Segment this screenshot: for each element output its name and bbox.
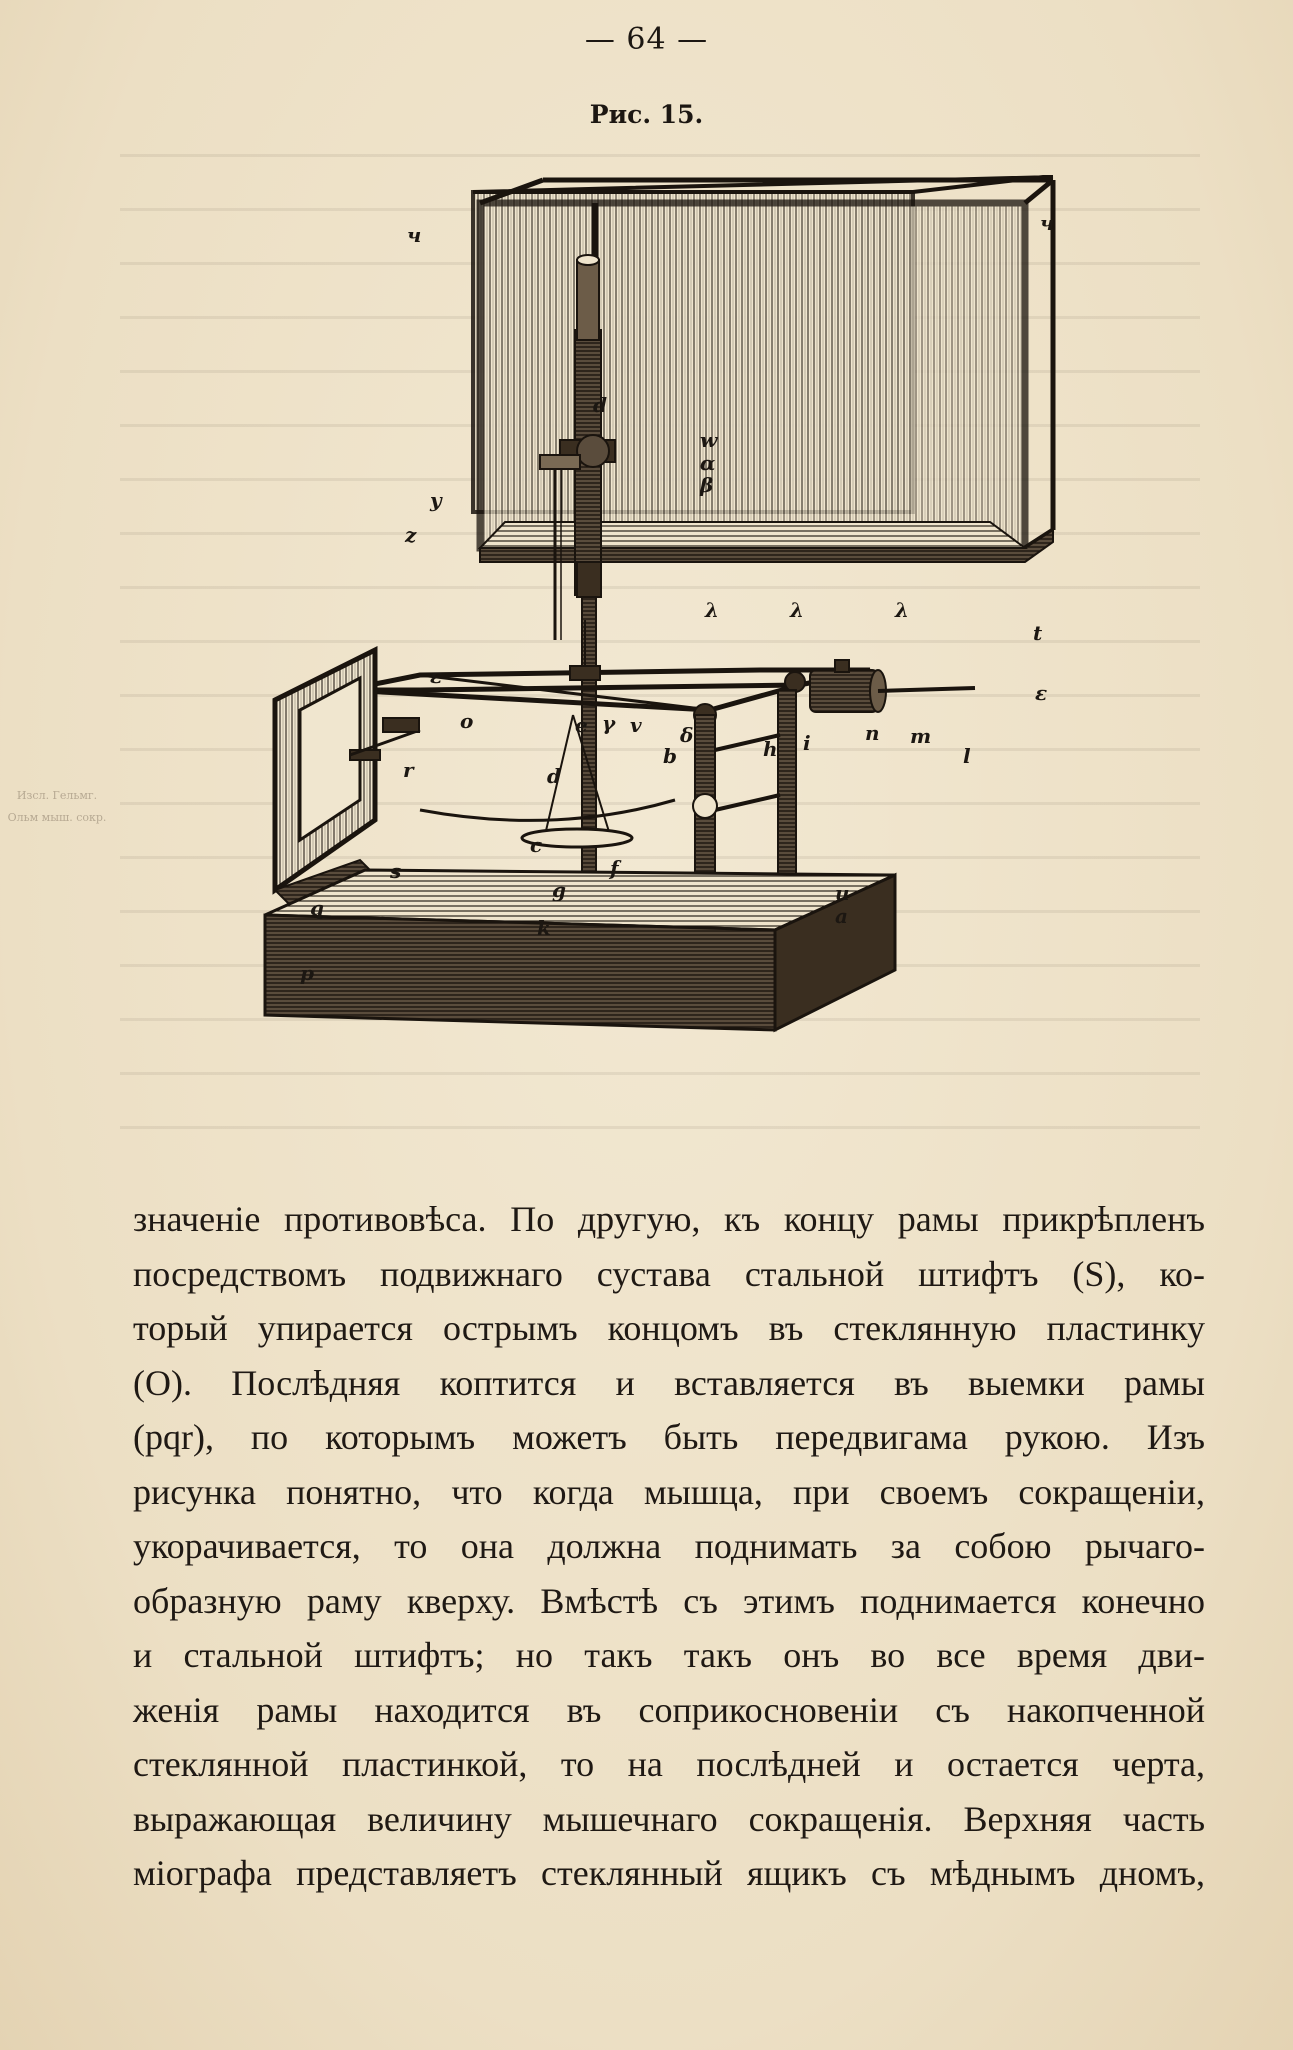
label-u: u [835,881,850,905]
base-front [265,915,775,1030]
text-line: укорачивается, то она должна поднимать за собою рычаго- [133,1526,1205,1566]
text-line: женія рамы находится въ соприкосновеніи съ накопченной [133,1689,1205,1730]
text-line: значеніе противовѣса. По другую, къ концу рамы прикрѣпленъ [133,1199,1205,1239]
label-s: s [390,859,402,883]
label-delta: δ [680,723,694,747]
text-line: міографа представляетъ стеклянный ящикъ съ мѣднымъ дномъ, [133,1853,1205,1893]
label-b: b [663,744,677,768]
label-lambda-1: λ [705,598,720,622]
label-k: k [537,916,551,940]
text-line: рисунка понятно, что когда мышца, при своемъ сокращеніи, [133,1471,1205,1512]
body-text [133,1192,1205,1901]
label-lambda-2: λ [790,598,805,622]
label-alpha: α [700,451,716,475]
label-c: c [530,833,543,857]
label-v-small: v [630,713,642,737]
margin-note: Изсл. Гельмг. Ольм мыш. сокр. [7,789,107,824]
text-line: (pqr), по которымъ можетъ быть передвигама рукою. Изъ [133,1417,1205,1457]
label-y: y [430,488,442,512]
text-line: стеклянной пластинкой, то на послѣдней и остается черта, [133,1744,1205,1784]
label-h: h [763,737,778,761]
label-o: o [460,709,474,733]
label-gamma: γ [602,711,616,735]
label-lambda-3: λ [895,598,910,622]
label-a: a [835,904,848,928]
label-d-lower: d [547,764,561,788]
myograph-illustration [255,170,1055,1115]
label-r: r [403,758,414,782]
myograph-drawing [255,170,1055,1115]
counterweight [810,670,878,712]
label-g: g [552,878,566,902]
label-i: i [803,731,811,755]
text-line: торый упирается острымъ концомъ въ стеклянную пластинку [133,1308,1205,1348]
label-epsilon-right: ε [1035,681,1048,705]
figure-caption: Рис. 15. [589,100,704,129]
label-n: n [865,721,880,745]
label-epsilon-left: ε [430,664,443,688]
text-line: и стальной штифтъ; но такъ такъ онъ во все время дви- [133,1635,1205,1675]
label-e: e [575,713,588,737]
text-line: выражающая величину мышечнаго сокращенія. Верхняя часть [133,1798,1205,1839]
label-l: l [963,744,971,768]
label-ch-right: ч [1040,211,1055,235]
label-f: f [610,856,619,880]
label-m: m [910,724,932,748]
label-z: z [405,523,417,547]
page-number: — 64 — [584,22,709,57]
label-beta: β [700,473,714,497]
label-q: q [310,896,324,920]
text-line: образную раму кверху. Вмѣстѣ съ этимъ поднимается конечно [133,1580,1205,1621]
label-w: w [700,428,718,452]
label-d-upper: d [593,393,607,417]
text-line: (O). Послѣдняя коптится и вставляется въ выемки рамы [133,1362,1205,1403]
label-t-right: t [1033,621,1043,645]
text-line: посредствомъ подвижнаго сустава стальной штифтъ (S), ко- [133,1253,1205,1294]
label-p: p [300,961,314,985]
label-ch-left: ч [407,223,422,247]
